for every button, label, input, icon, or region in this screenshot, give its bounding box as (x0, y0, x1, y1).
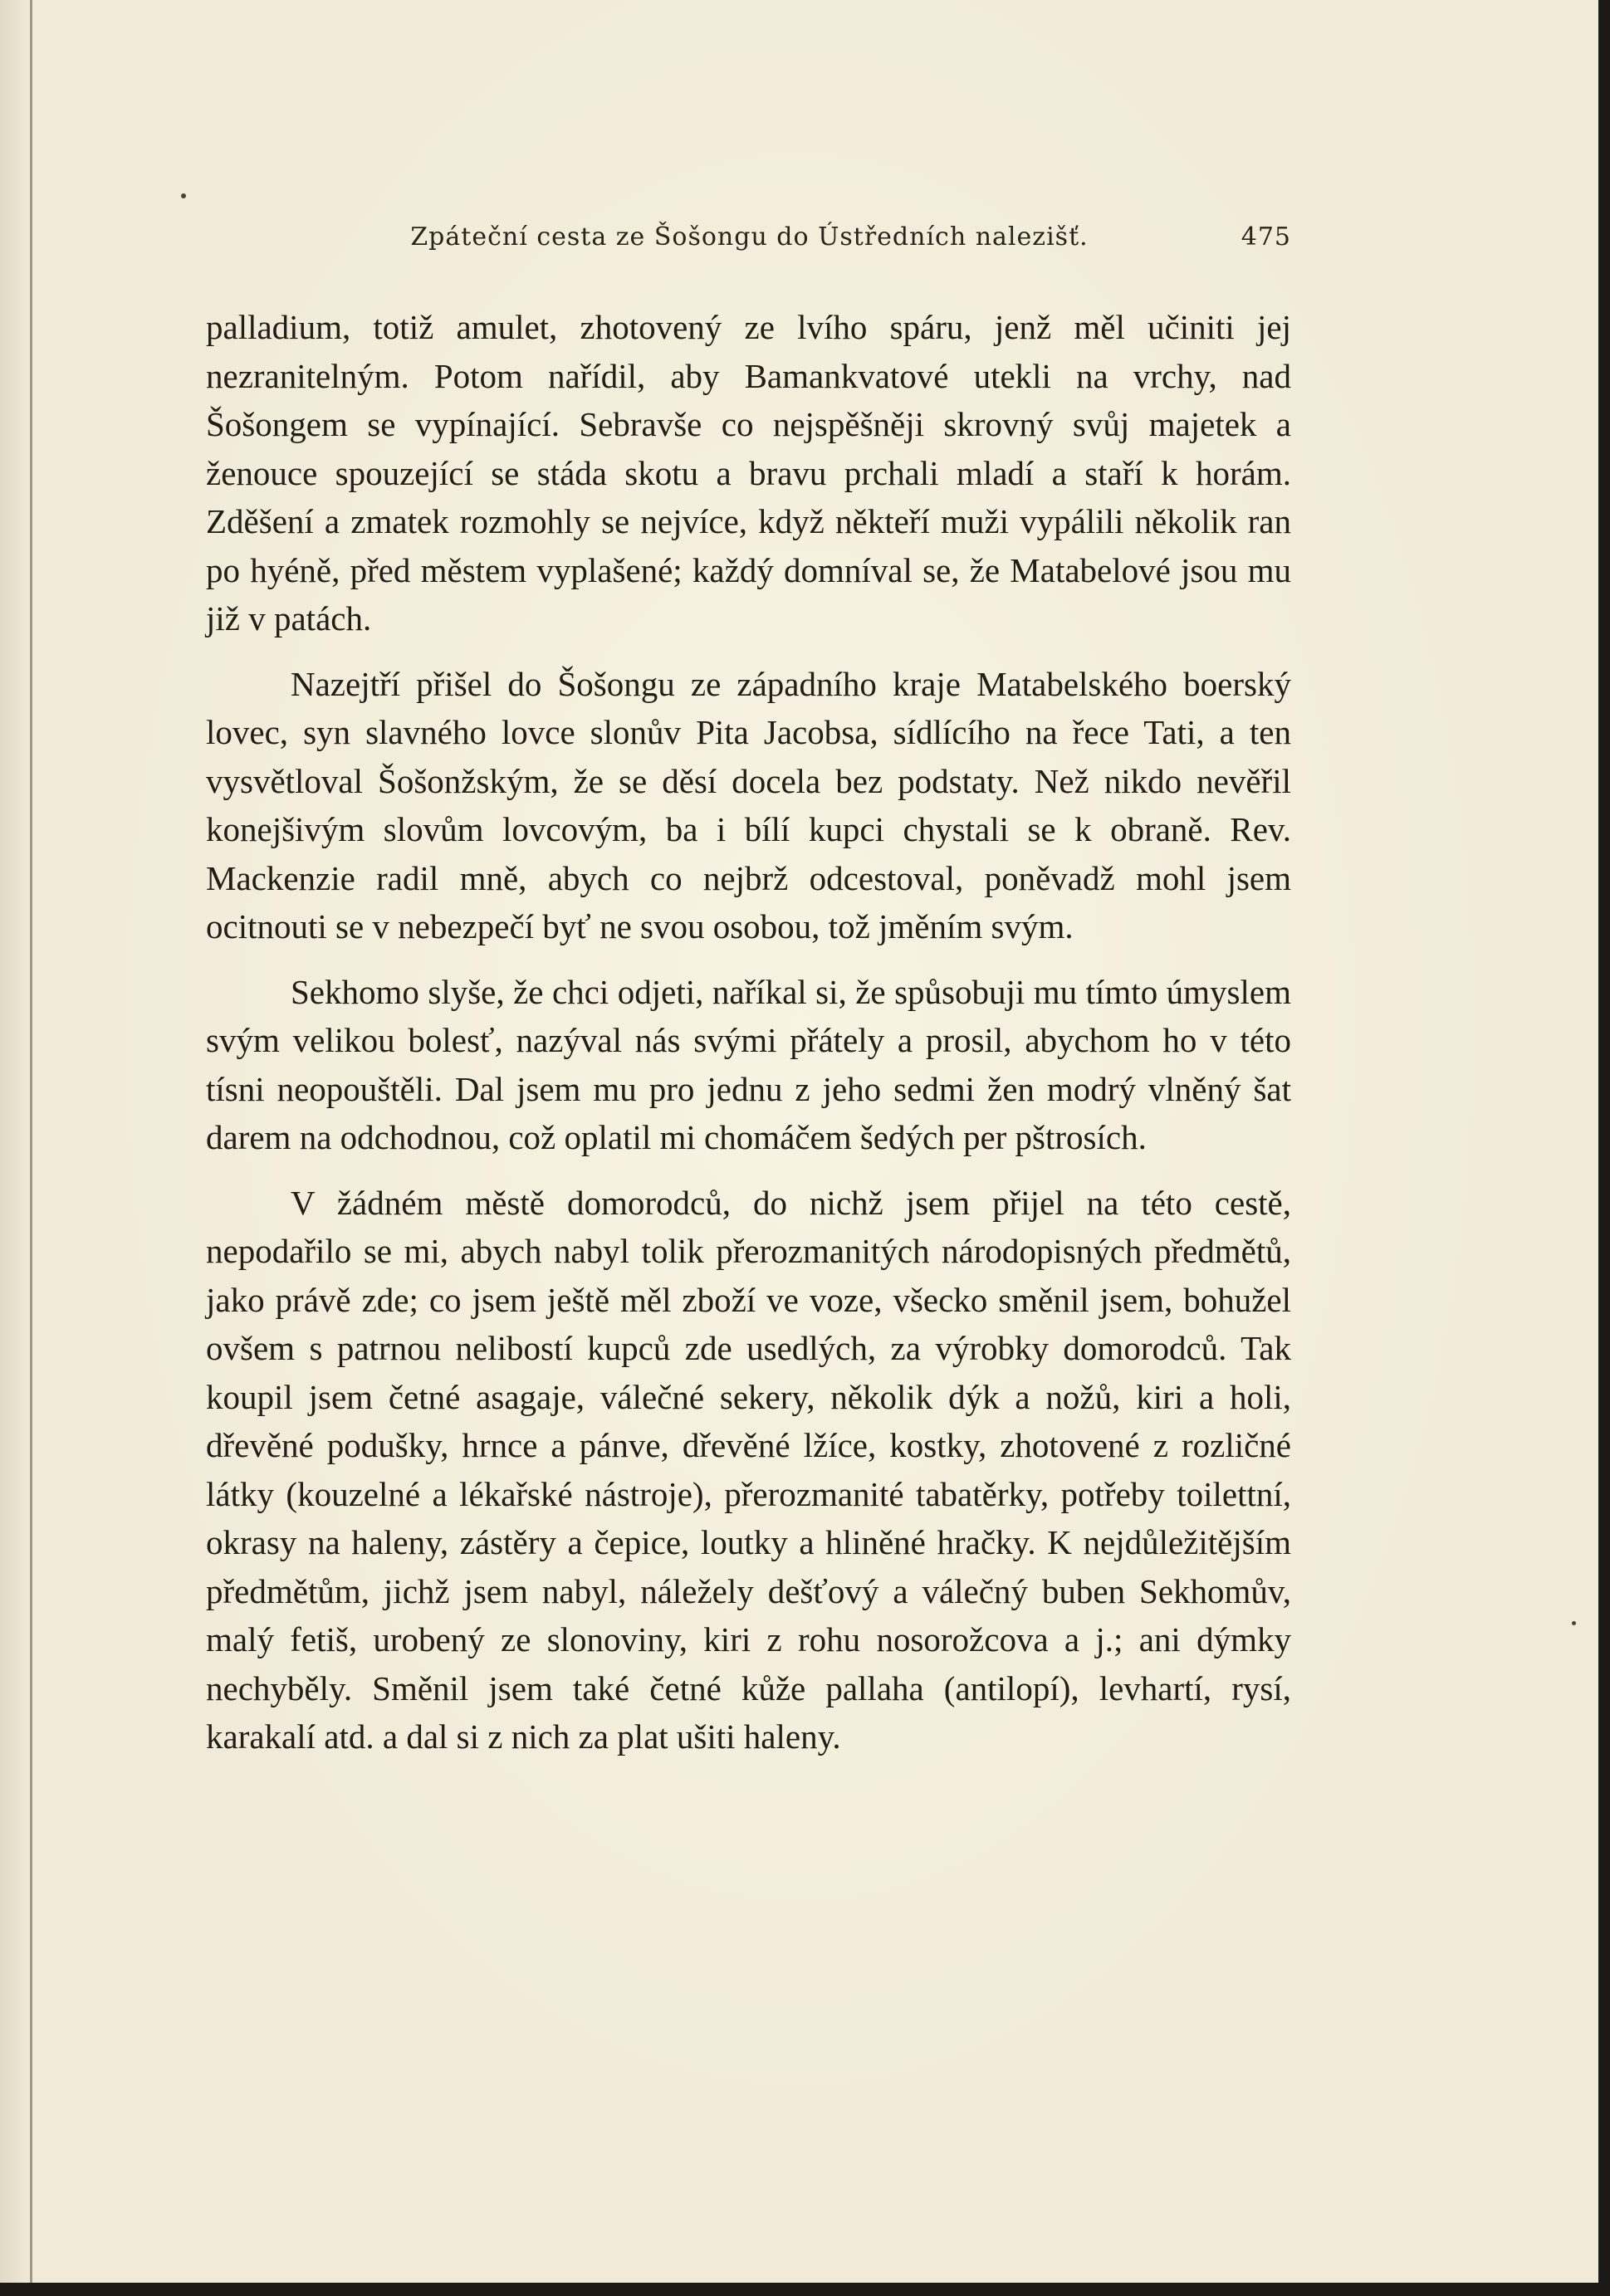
paragraph-2: Nazejtří přišel do Šošongu ze západního kraje Matabelského boerský lovec, syn slavného lovce slonův Pita Jacobsa, sídlícího na řece Tati, a ten vysvětloval Šošonžským, že se děsí docela bez podstaty. Než nikdo nevěřil konejšivým slovům lovcovým, ba i bílí kupci chystali se k obraně. Rev. Mackenzie radil mně, abych co nejbrž odcestoval, poněvadž mohl jsem ocitnouti se v nebezpečí byť ne svou osobou, tož jměním svým. (206, 664, 1291, 945)
running-title: Zpáteční cesta ze Šošongu do Ústředních nalezišť. (410, 222, 1089, 252)
page-header (208, 222, 1291, 272)
paragraph-3: Sekhomo slyše, že chci odjeti, naříkal si, že spůsobuji mu tímto úmyslem svým velikou bolesť, nazýval nás svými přátely a prosil, abychom ho v této tísni neopouštěli. Dal jsem mu pro jednu z jeho sedmi žen modrý vlněný šat darem na odchodnou, což oplatil mi chomáčem šedých per pštrosích. (206, 972, 1291, 1156)
binding-gutter-line (30, 0, 32, 2283)
paragraph-1: palladium, totiž amulet, zhotovený ze lvího spáru, jenž měl učiniti jej nezranitelným. Potom nařídil, aby Bamankvatové utekli na vrchy, nad Šošongem se vypínající. Sebravše co nejspěšněji skrovný svůj majetek a ženouce spouzející se stáda skotu a bravu prchali mladí a staří k horám. Zděšení a zmatek rozmohly se nejvíce, když někteří muži vypálili několik ran po hyéně, před městem vyplašené; každý domníval se, že Matabelové jsou mu již v patách. (206, 308, 1291, 638)
page-number: 475 (1241, 222, 1291, 252)
ink-speck (1572, 1621, 1576, 1625)
paragraph-4: V žádném městě domorodců, do nichž jsem přijel na této cestě, nepodařilo se mi, abych nabyl tolik přerozmanitých národopisných předmětů, jako právě zde; co jsem ještě měl zboží ve voze, všecko směnil jsem, bohužel ovšem s patrnou nelibostí kupců zde usedlých, za výrobky domorodců. Tak koupil jsem četné asagaje, válečné sekery, několik dýk a nožů, kiri a holi, dřevěné podušky, hrnce a pánve, dřevěné lžíce, kostky, zhotovené z rozličné látky (kouzelné a lékařské nástroje), přerozmanité tabatěrky, potřeby toilettní, okrasy na haleny, zástěry a čepice, loutky a hliněné hračky. K nejdůležitějším předmětům, jichž jsem nabyl, náležely dešťový a válečný buben Sekhomův, malý fetiš, urobený ze slonoviny, kiri z rohu nosorožcova a j.; ani dýmky nechyběly. Směnil jsem také četné kůže pallaha (antilopí), levhartí, rysí, karakalí atd. a dal si z nich za plat ušiti haleny. (206, 1183, 1291, 1756)
body-text (206, 303, 1291, 1778)
ink-speck (181, 193, 186, 198)
